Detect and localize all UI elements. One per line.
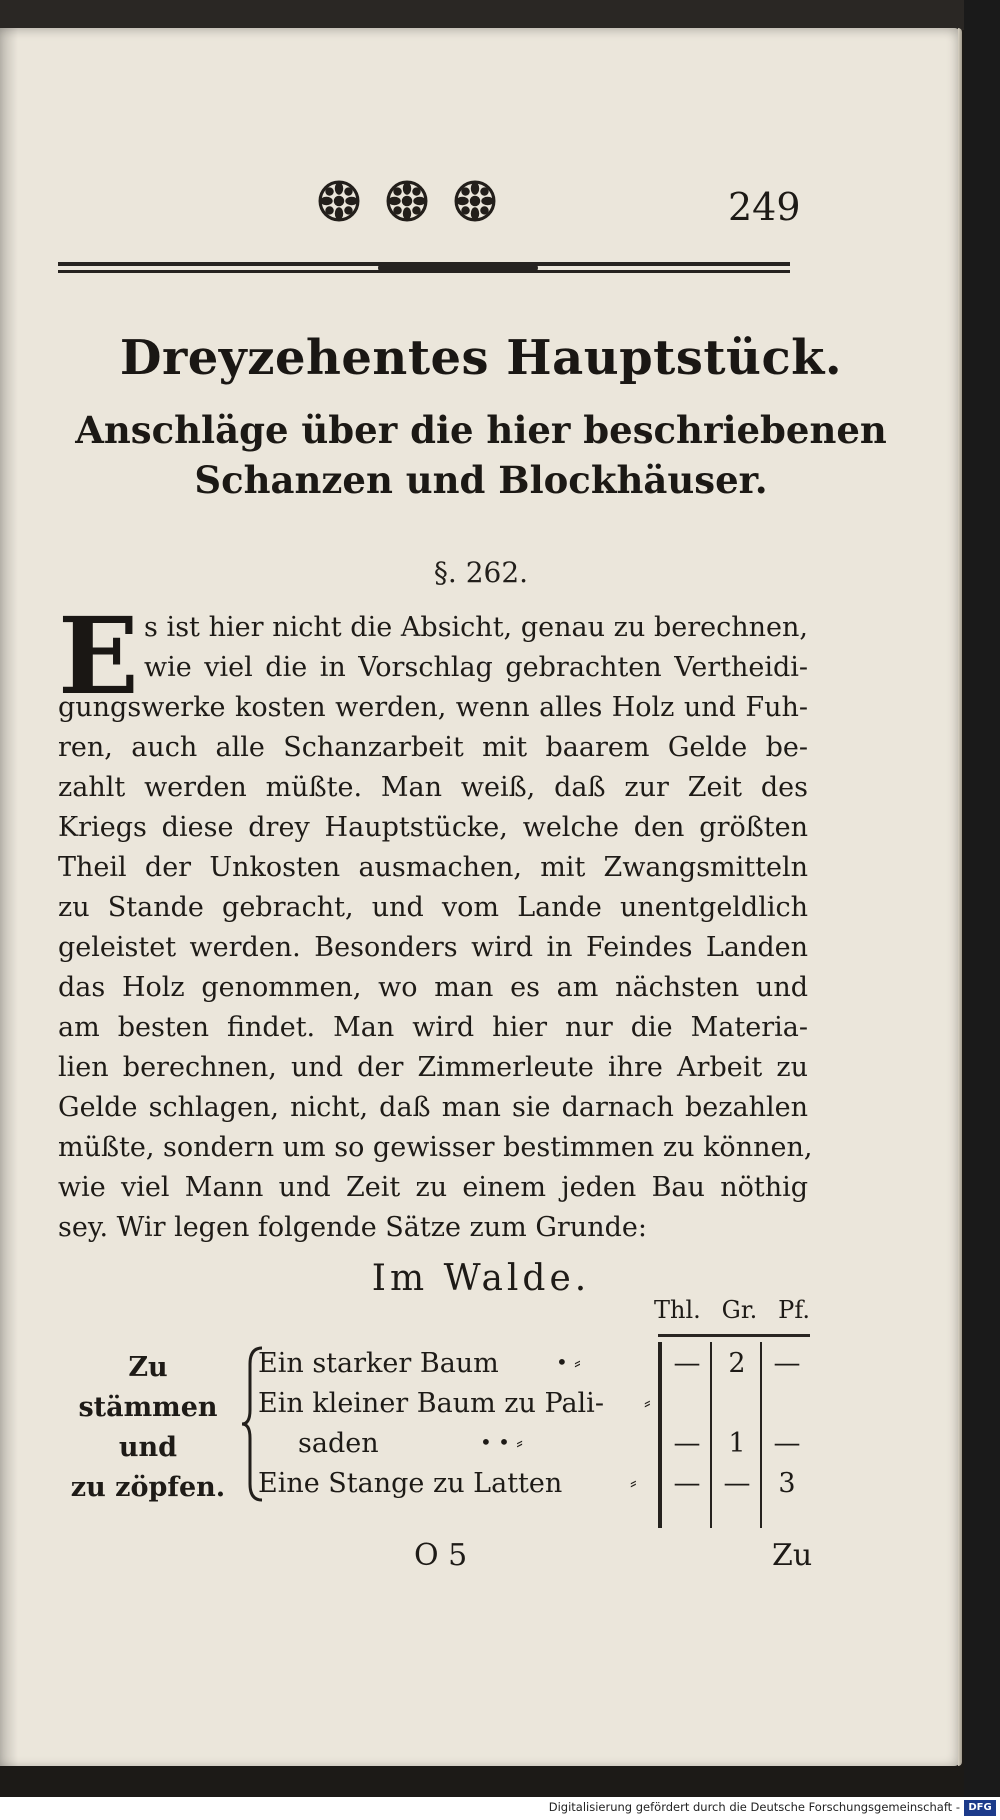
text-line: s ist hier nicht die Absicht, genau zu berechnen, [144,612,808,643]
text-line: wie viel Mann und Zeit zu einem jeden Bau nöthig [58,1172,808,1203]
cell-thaler: — [673,1468,701,1499]
text-line: lien berechnen, und der Zimmerleute ihre Arbeit zu [58,1052,808,1083]
column-header-pfennig: Pf. [778,1296,810,1324]
scan-background-right [964,0,1000,1820]
cell-thaler: — [673,1428,701,1459]
cell-groschen: 1 [728,1428,746,1459]
spine-shadow [0,28,18,1766]
scan-background-top [0,0,1000,30]
dfg-logo: DFG [964,1800,996,1816]
text-line: das Holz genommen, wo man es am nächsten und [58,972,808,1003]
table-row-item: Ein kleiner Baum zu Pali- [258,1388,604,1419]
catchword: Zu [772,1538,813,1573]
text-line: am besten findet. Man wird hier nur die Materia- [58,1012,808,1043]
header-underline [658,1334,810,1337]
chapter-subtitle-line: Anschläge über die hier beschriebenen [75,408,887,452]
cost-table [58,1296,818,1526]
table-row-item: saden [298,1428,379,1459]
cell-pfennig: — [773,1428,801,1459]
ditto-mark: • • ⸗ [480,1430,523,1454]
page-number: 249 [728,185,801,229]
book-page [0,28,962,1766]
chapter-title: Dreyzehentes Hauptstück. [119,330,843,386]
column-header-thaler: Thl. [654,1296,701,1324]
ditto-mark: ⸗ [630,1470,637,1494]
cell-pfennig: — [773,1348,801,1379]
column-header-groschen: Gr. [721,1296,758,1324]
text-line: Kriegs diese drey Hauptstücke, welche den größten [58,812,808,843]
text-line: müßte, sondern um so gewisser bestimmen zu können, [58,1132,813,1163]
section-number: §. 262. [433,556,529,589]
row-group-label [58,1348,238,1508]
cell-thaler: — [673,1348,701,1379]
group-label-line: und [118,1432,178,1463]
text-line: zahlt werden müßte. Man weiß, daß zur Zeit des [58,772,808,803]
table-column-headers [654,1296,810,1324]
cell-pfennig: 3 [778,1468,796,1499]
chapter-subtitle-line: Schanzen und Blockhäuser. [194,458,768,502]
cell-groschen: 2 [728,1348,746,1379]
page-header [58,150,801,330]
ditto-mark: ⸗ [644,1390,651,1414]
amount-columns [658,1342,812,1528]
rosette-ornament-icon [318,180,360,222]
page-edge [958,28,962,1766]
text-line: Gelde schlagen, nicht, daß man sie darnach bezahlen [58,1092,808,1123]
cell-groschen: — [723,1468,751,1499]
ditto-mark: • ⸗ [556,1350,581,1374]
text-line: wie viel die in Vorschlag gebrachten Vertheidi- [144,652,808,683]
rosette-ornament-icon [454,180,496,222]
text-line: gungswerke kosten werden, wenn alles Holz und Fuh- [58,692,808,723]
footer-credit: Digitalisierung gefördert durch die Deutsche Forschungsgemeinschaft - [548,1800,960,1814]
signature-mark: O 5 [414,1538,468,1573]
table-row-item: Ein starker Baum [258,1348,499,1379]
table-row-item: Eine Stange zu Latten [258,1468,563,1499]
group-label-line: zu zöpfen. [70,1472,226,1503]
text-line: Theil der Unkosten ausmachen, mit Zwangsmitteln [58,852,808,883]
group-label-line: Zu stämmen [78,1352,218,1423]
ornament-row [318,180,496,230]
section-subheading: Im Walde. [371,1258,591,1299]
text-line: sey. Wir legen folgende Sätze zum Grunde: [58,1212,647,1243]
text-line: geleistet werden. Besonders wird in Feindes Landen [58,932,808,963]
text-line: ren, auch alle Schanzarbeit mit baarem Gelde be- [58,732,808,763]
rosette-ornament-icon [386,180,428,222]
text-line: zu Stande gebracht, und vom Lande unentgeldlich [58,892,808,923]
drop-cap: E [58,593,139,718]
header-rule [58,262,790,276]
digitization-footer [0,1797,1000,1820]
